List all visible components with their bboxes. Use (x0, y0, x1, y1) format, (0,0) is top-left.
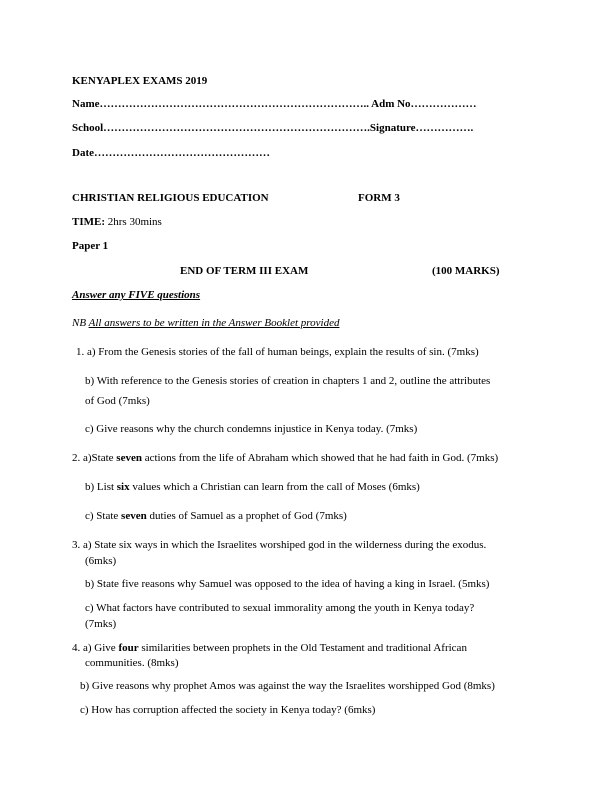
question-4a-line-2: communities. (8mks) (85, 657, 179, 669)
question-2b (85, 481, 420, 494)
time-label: TIME: (72, 216, 105, 228)
q2c-pre: c) State (85, 510, 122, 522)
q4a-post: similarities between prophets in the Old Testament and traditional African (138, 642, 467, 654)
q2b-post: values which a Christian can learn from the call of Moses (6mks) (129, 481, 420, 493)
subject-name: CHRISTIAN RELIGIOUS EDUCATION (72, 192, 269, 204)
time-line (72, 216, 162, 229)
q2c-post: duties of Samuel as a prophet of God (7mks) (146, 510, 347, 522)
q2a-post: actions from the life of Abraham which showed that he had faith in God. (7mks) (141, 452, 499, 464)
question-3b: b) State five reasons why Samuel was opposed to the idea of having a king in Israel. (5mks) (85, 578, 490, 590)
date-line: Date………………………………………… (72, 147, 270, 159)
q4a-pre: 4. a) Give (72, 642, 119, 654)
nb-text: All answers to be written in the Answer Booklet provided (88, 317, 340, 329)
question-4c: c) How has corruption affected the society in Kenya today? (6mks) (80, 704, 376, 716)
time-value: 2hrs 30mins (105, 216, 162, 228)
question-1b-line-2: of God (7mks) (85, 395, 150, 407)
q2b-bold: six (116, 481, 130, 493)
paper-label: Paper 1 (72, 240, 109, 252)
question-3a-line-1: 3. a) State six ways in which the Israelites worshiped god in the wilderness during the exodus. (72, 539, 487, 551)
question-3c-line-2: (7mks) (85, 618, 117, 630)
question-1c: c) Give reasons why the church condemns injustice in Kenya today. (7mks) (85, 423, 418, 435)
name-adm-line: Name……………………………………………………………….. Adm No……………… (72, 98, 477, 110)
question-3c-line-1: c) What factors have contributed to sexual immorality among the youth in Kenya today? (85, 602, 475, 614)
form-label: FORM 3 (358, 192, 400, 204)
question-4b: b) Give reasons why prophet Amos was against the way the Israelites worshipped God (8mks) (80, 680, 495, 692)
total-marks: (100 MARKS) (432, 265, 500, 277)
question-2a (72, 452, 498, 465)
nb-instruction (72, 317, 339, 330)
exam-title: KENYAPLEX EXAMS 2019 (72, 75, 208, 87)
question-2c (85, 510, 347, 523)
answer-instruction: Answer any FIVE questions (72, 289, 201, 301)
q2a-bold: seven (116, 452, 142, 464)
q2a-pre: 2. a)State (72, 452, 117, 464)
question-3a-line-2: (6mks) (85, 555, 117, 567)
question-1a: 1. a) From the Genesis stories of the fall of human beings, explain the results of sin. (7mks) (76, 346, 479, 358)
q2c-bold: seven (121, 510, 147, 522)
nb-prefix: NB (72, 317, 89, 329)
exam-name: END OF TERM III EXAM (180, 265, 309, 277)
question-4a-line-1 (72, 642, 467, 655)
school-signature-line: School……………………………………………………………….Signature……………. (72, 122, 474, 134)
question-1b-line-1: b) With reference to the Genesis stories of creation in chapters 1 and 2, outline the attributes (85, 375, 491, 387)
q2b-pre: b) List (85, 481, 117, 493)
q4a-bold: four (118, 642, 139, 654)
